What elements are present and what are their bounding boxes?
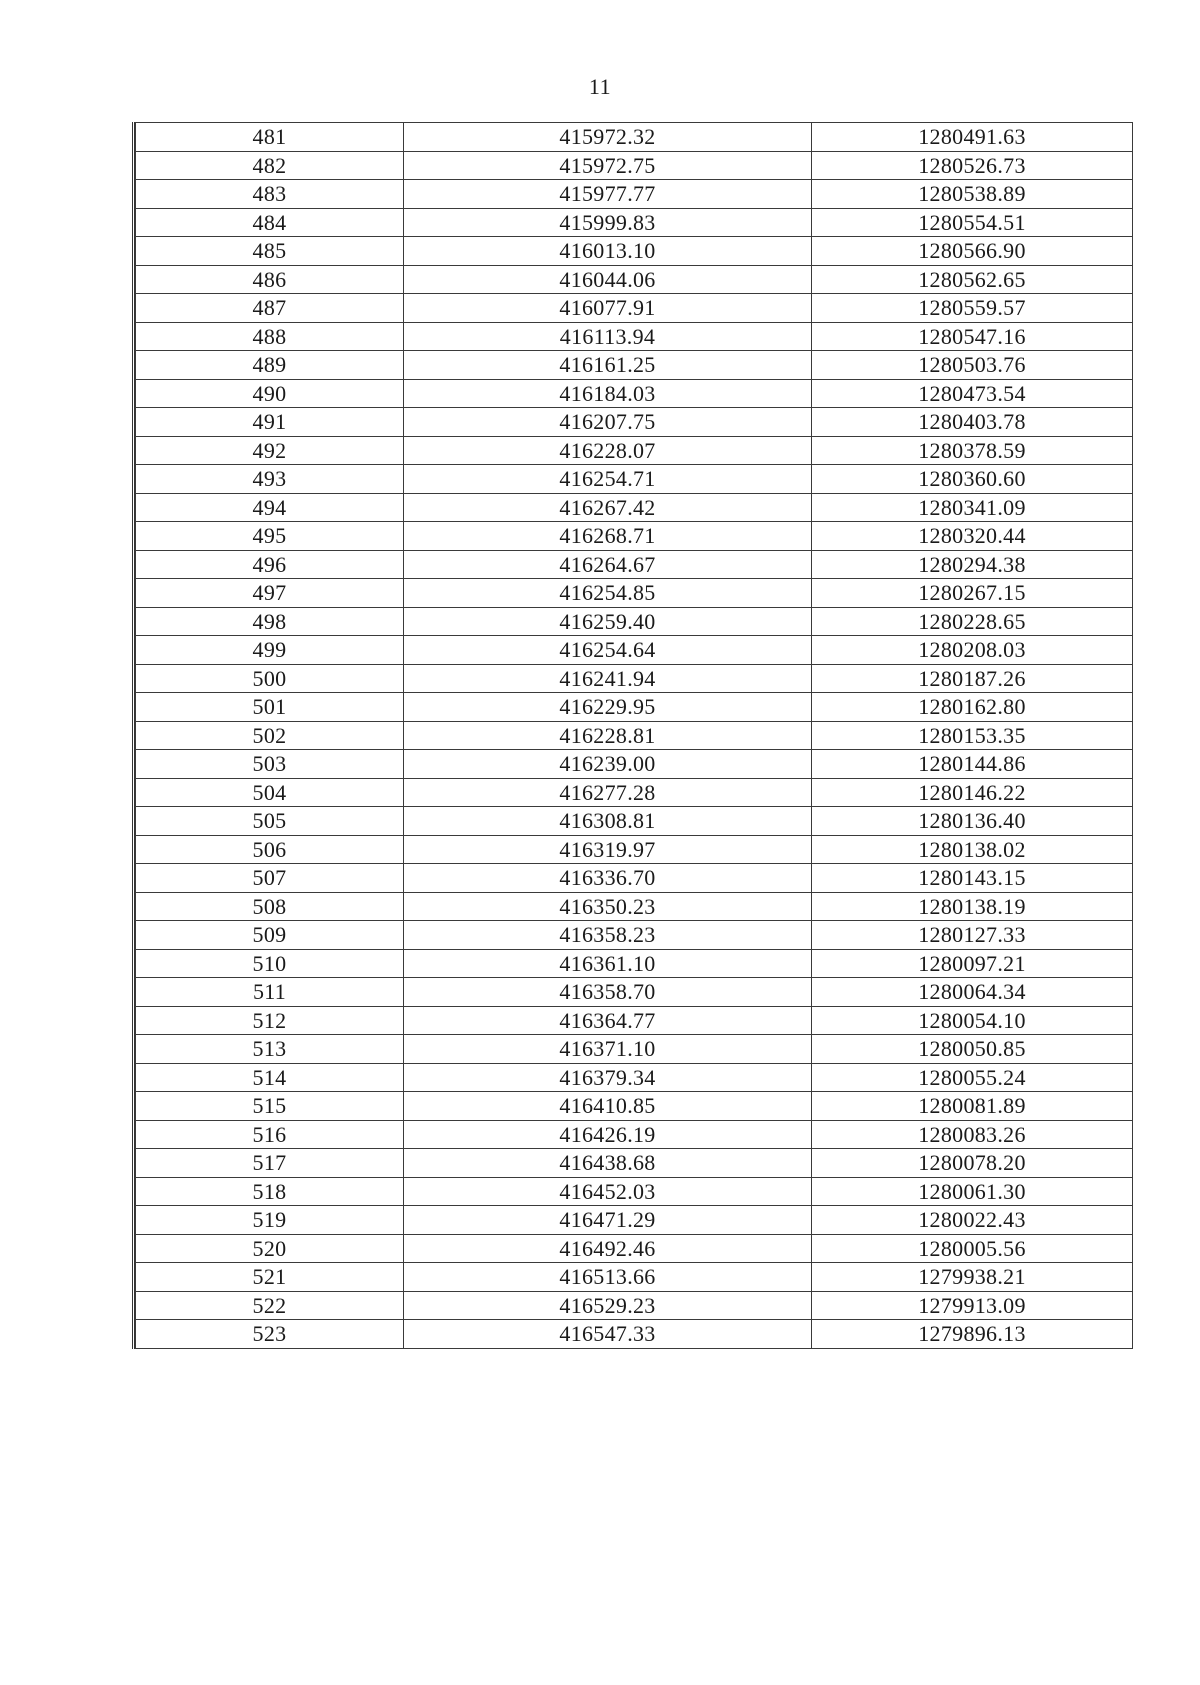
- table-row: [136, 892, 1133, 921]
- table-row: [136, 1234, 1133, 1263]
- point-number-cell: 506: [136, 835, 404, 864]
- x-coordinate-cell: 416113.94: [404, 322, 812, 351]
- x-coordinate-cell: 416228.81: [404, 721, 812, 750]
- x-coordinate-cell: 416319.97: [404, 835, 812, 864]
- x-coordinate-cell: 416241.94: [404, 664, 812, 693]
- table-row: [136, 408, 1133, 437]
- y-coordinate-cell: 1280473.54: [812, 379, 1133, 408]
- y-coordinate-cell: 1280136.40: [812, 807, 1133, 836]
- y-coordinate-cell: 1280503.76: [812, 351, 1133, 380]
- x-coordinate-cell: 416438.68: [404, 1149, 812, 1178]
- point-number-cell: 481: [136, 123, 404, 152]
- x-coordinate-cell: 416308.81: [404, 807, 812, 836]
- point-number-cell: 498: [136, 607, 404, 636]
- point-number-cell: 483: [136, 180, 404, 209]
- x-coordinate-cell: 416547.33: [404, 1320, 812, 1349]
- y-coordinate-cell: 1280022.43: [812, 1206, 1133, 1235]
- x-coordinate-cell: 416471.29: [404, 1206, 812, 1235]
- point-number-cell: 497: [136, 579, 404, 608]
- y-coordinate-cell: 1280320.44: [812, 522, 1133, 551]
- table-row: [136, 864, 1133, 893]
- table-row: [136, 493, 1133, 522]
- table-row: [136, 607, 1133, 636]
- point-number-cell: 516: [136, 1120, 404, 1149]
- x-coordinate-cell: 416277.28: [404, 778, 812, 807]
- x-coordinate-cell: 416426.19: [404, 1120, 812, 1149]
- x-coordinate-cell: 416013.10: [404, 237, 812, 266]
- point-number-cell: 501: [136, 693, 404, 722]
- x-coordinate-cell: 416513.66: [404, 1263, 812, 1292]
- table-row: [136, 835, 1133, 864]
- table-row: [136, 1206, 1133, 1235]
- table-row: [136, 921, 1133, 950]
- point-number-cell: 491: [136, 408, 404, 437]
- table-row: [136, 636, 1133, 665]
- table-row: [136, 1177, 1133, 1206]
- point-number-cell: 520: [136, 1234, 404, 1263]
- x-coordinate-cell: 416254.85: [404, 579, 812, 608]
- x-coordinate-cell: 416371.10: [404, 1035, 812, 1064]
- y-coordinate-cell: 1280083.26: [812, 1120, 1133, 1149]
- point-number-cell: 499: [136, 636, 404, 665]
- table-row: [136, 465, 1133, 494]
- point-number-cell: 505: [136, 807, 404, 836]
- point-number-cell: 503: [136, 750, 404, 779]
- y-coordinate-cell: 1280208.03: [812, 636, 1133, 665]
- y-coordinate-cell: 1280538.89: [812, 180, 1133, 209]
- x-coordinate-cell: 416044.06: [404, 265, 812, 294]
- table-row: [136, 1063, 1133, 1092]
- x-coordinate-cell: 416267.42: [404, 493, 812, 522]
- x-coordinate-cell: 416077.91: [404, 294, 812, 323]
- point-number-cell: 486: [136, 265, 404, 294]
- y-coordinate-cell: 1280162.80: [812, 693, 1133, 722]
- point-number-cell: 485: [136, 237, 404, 266]
- y-coordinate-cell: 1280228.65: [812, 607, 1133, 636]
- y-coordinate-cell: 1279913.09: [812, 1291, 1133, 1320]
- y-coordinate-cell: 1279896.13: [812, 1320, 1133, 1349]
- point-number-cell: 511: [136, 978, 404, 1007]
- y-coordinate-cell: 1280144.86: [812, 750, 1133, 779]
- point-number-cell: 488: [136, 322, 404, 351]
- coordinate-table-container: [132, 122, 1132, 1349]
- y-coordinate-cell: 1280064.34: [812, 978, 1133, 1007]
- x-coordinate-cell: 416379.34: [404, 1063, 812, 1092]
- x-coordinate-cell: 416268.71: [404, 522, 812, 551]
- y-coordinate-cell: 1280127.33: [812, 921, 1133, 950]
- table-row: [136, 807, 1133, 836]
- x-coordinate-cell: 415977.77: [404, 180, 812, 209]
- y-coordinate-cell: 1280187.26: [812, 664, 1133, 693]
- point-number-cell: 509: [136, 921, 404, 950]
- y-coordinate-cell: 1280054.10: [812, 1006, 1133, 1035]
- y-coordinate-cell: 1280138.02: [812, 835, 1133, 864]
- table-row: [136, 379, 1133, 408]
- x-coordinate-cell: 416336.70: [404, 864, 812, 893]
- table-row: [136, 522, 1133, 551]
- y-coordinate-cell: 1280138.19: [812, 892, 1133, 921]
- table-row: [136, 693, 1133, 722]
- y-coordinate-cell: 1280341.09: [812, 493, 1133, 522]
- point-number-cell: 514: [136, 1063, 404, 1092]
- y-coordinate-cell: 1280055.24: [812, 1063, 1133, 1092]
- table-row: [136, 1035, 1133, 1064]
- point-number-cell: 519: [136, 1206, 404, 1235]
- table-row: [136, 151, 1133, 180]
- y-coordinate-cell: 1280491.63: [812, 123, 1133, 152]
- table-row: [136, 1120, 1133, 1149]
- point-number-cell: 523: [136, 1320, 404, 1349]
- y-coordinate-cell: 1280005.56: [812, 1234, 1133, 1263]
- table-row: [136, 265, 1133, 294]
- point-number-cell: 500: [136, 664, 404, 693]
- y-coordinate-cell: 1280078.20: [812, 1149, 1133, 1178]
- y-coordinate-cell: 1280267.15: [812, 579, 1133, 608]
- y-coordinate-cell: 1280143.15: [812, 864, 1133, 893]
- x-coordinate-cell: 415972.32: [404, 123, 812, 152]
- point-number-cell: 518: [136, 1177, 404, 1206]
- y-coordinate-cell: 1279938.21: [812, 1263, 1133, 1292]
- table-row: [136, 294, 1133, 323]
- table-row: [136, 1291, 1133, 1320]
- table-row: [136, 978, 1133, 1007]
- point-number-cell: 512: [136, 1006, 404, 1035]
- point-number-cell: 490: [136, 379, 404, 408]
- y-coordinate-cell: 1280061.30: [812, 1177, 1133, 1206]
- point-number-cell: 492: [136, 436, 404, 465]
- y-coordinate-cell: 1280554.51: [812, 208, 1133, 237]
- x-coordinate-cell: 415972.75: [404, 151, 812, 180]
- x-coordinate-cell: 416264.67: [404, 550, 812, 579]
- point-number-cell: 504: [136, 778, 404, 807]
- table-row: [136, 322, 1133, 351]
- x-coordinate-cell: 416358.23: [404, 921, 812, 950]
- coordinate-table-body: [136, 123, 1133, 1349]
- table-row: [136, 949, 1133, 978]
- table-row: [136, 579, 1133, 608]
- x-coordinate-cell: 415999.83: [404, 208, 812, 237]
- table-row: [136, 778, 1133, 807]
- x-coordinate-cell: 416254.71: [404, 465, 812, 494]
- x-coordinate-cell: 416361.10: [404, 949, 812, 978]
- point-number-cell: 484: [136, 208, 404, 237]
- point-number-cell: 489: [136, 351, 404, 380]
- x-coordinate-cell: 416529.23: [404, 1291, 812, 1320]
- point-number-cell: 513: [136, 1035, 404, 1064]
- point-number-cell: 517: [136, 1149, 404, 1178]
- table-row: [136, 123, 1133, 152]
- table-row: [136, 721, 1133, 750]
- table-row: [136, 750, 1133, 779]
- point-number-cell: 487: [136, 294, 404, 323]
- x-coordinate-cell: 416228.07: [404, 436, 812, 465]
- y-coordinate-cell: 1280360.60: [812, 465, 1133, 494]
- y-coordinate-cell: 1280566.90: [812, 237, 1133, 266]
- y-coordinate-cell: 1280050.85: [812, 1035, 1133, 1064]
- x-coordinate-cell: 416259.40: [404, 607, 812, 636]
- y-coordinate-cell: 1280403.78: [812, 408, 1133, 437]
- point-number-cell: 510: [136, 949, 404, 978]
- y-coordinate-cell: 1280562.65: [812, 265, 1133, 294]
- point-number-cell: 507: [136, 864, 404, 893]
- y-coordinate-cell: 1280097.21: [812, 949, 1133, 978]
- y-coordinate-cell: 1280081.89: [812, 1092, 1133, 1121]
- coordinate-table: [135, 122, 1133, 1349]
- y-coordinate-cell: 1280146.22: [812, 778, 1133, 807]
- y-coordinate-cell: 1280294.38: [812, 550, 1133, 579]
- table-row: [136, 351, 1133, 380]
- x-coordinate-cell: 416229.95: [404, 693, 812, 722]
- point-number-cell: 515: [136, 1092, 404, 1121]
- table-row: [136, 550, 1133, 579]
- x-coordinate-cell: 416350.23: [404, 892, 812, 921]
- table-row: [136, 1320, 1133, 1349]
- point-number-cell: 496: [136, 550, 404, 579]
- x-coordinate-cell: 416254.64: [404, 636, 812, 665]
- point-number-cell: 521: [136, 1263, 404, 1292]
- x-coordinate-cell: 416410.85: [404, 1092, 812, 1121]
- table-row: [136, 664, 1133, 693]
- point-number-cell: 508: [136, 892, 404, 921]
- table-row: [136, 1263, 1133, 1292]
- point-number-cell: 482: [136, 151, 404, 180]
- table-row: [136, 180, 1133, 209]
- table-row: [136, 1006, 1133, 1035]
- point-number-cell: 495: [136, 522, 404, 551]
- table-row: [136, 436, 1133, 465]
- y-coordinate-cell: 1280559.57: [812, 294, 1133, 323]
- x-coordinate-cell: 416207.75: [404, 408, 812, 437]
- y-coordinate-cell: 1280547.16: [812, 322, 1133, 351]
- x-coordinate-cell: 416452.03: [404, 1177, 812, 1206]
- table-row: [136, 208, 1133, 237]
- table-row: [136, 1149, 1133, 1178]
- x-coordinate-cell: 416161.25: [404, 351, 812, 380]
- table-row: [136, 237, 1133, 266]
- point-number-cell: 494: [136, 493, 404, 522]
- y-coordinate-cell: 1280153.35: [812, 721, 1133, 750]
- table-row: [136, 1092, 1133, 1121]
- y-coordinate-cell: 1280526.73: [812, 151, 1133, 180]
- x-coordinate-cell: 416358.70: [404, 978, 812, 1007]
- x-coordinate-cell: 416364.77: [404, 1006, 812, 1035]
- point-number-cell: 502: [136, 721, 404, 750]
- x-coordinate-cell: 416184.03: [404, 379, 812, 408]
- point-number-cell: 493: [136, 465, 404, 494]
- page-number: 11: [588, 74, 612, 99]
- x-coordinate-cell: 416492.46: [404, 1234, 812, 1263]
- x-coordinate-cell: 416239.00: [404, 750, 812, 779]
- point-number-cell: 522: [136, 1291, 404, 1320]
- y-coordinate-cell: 1280378.59: [812, 436, 1133, 465]
